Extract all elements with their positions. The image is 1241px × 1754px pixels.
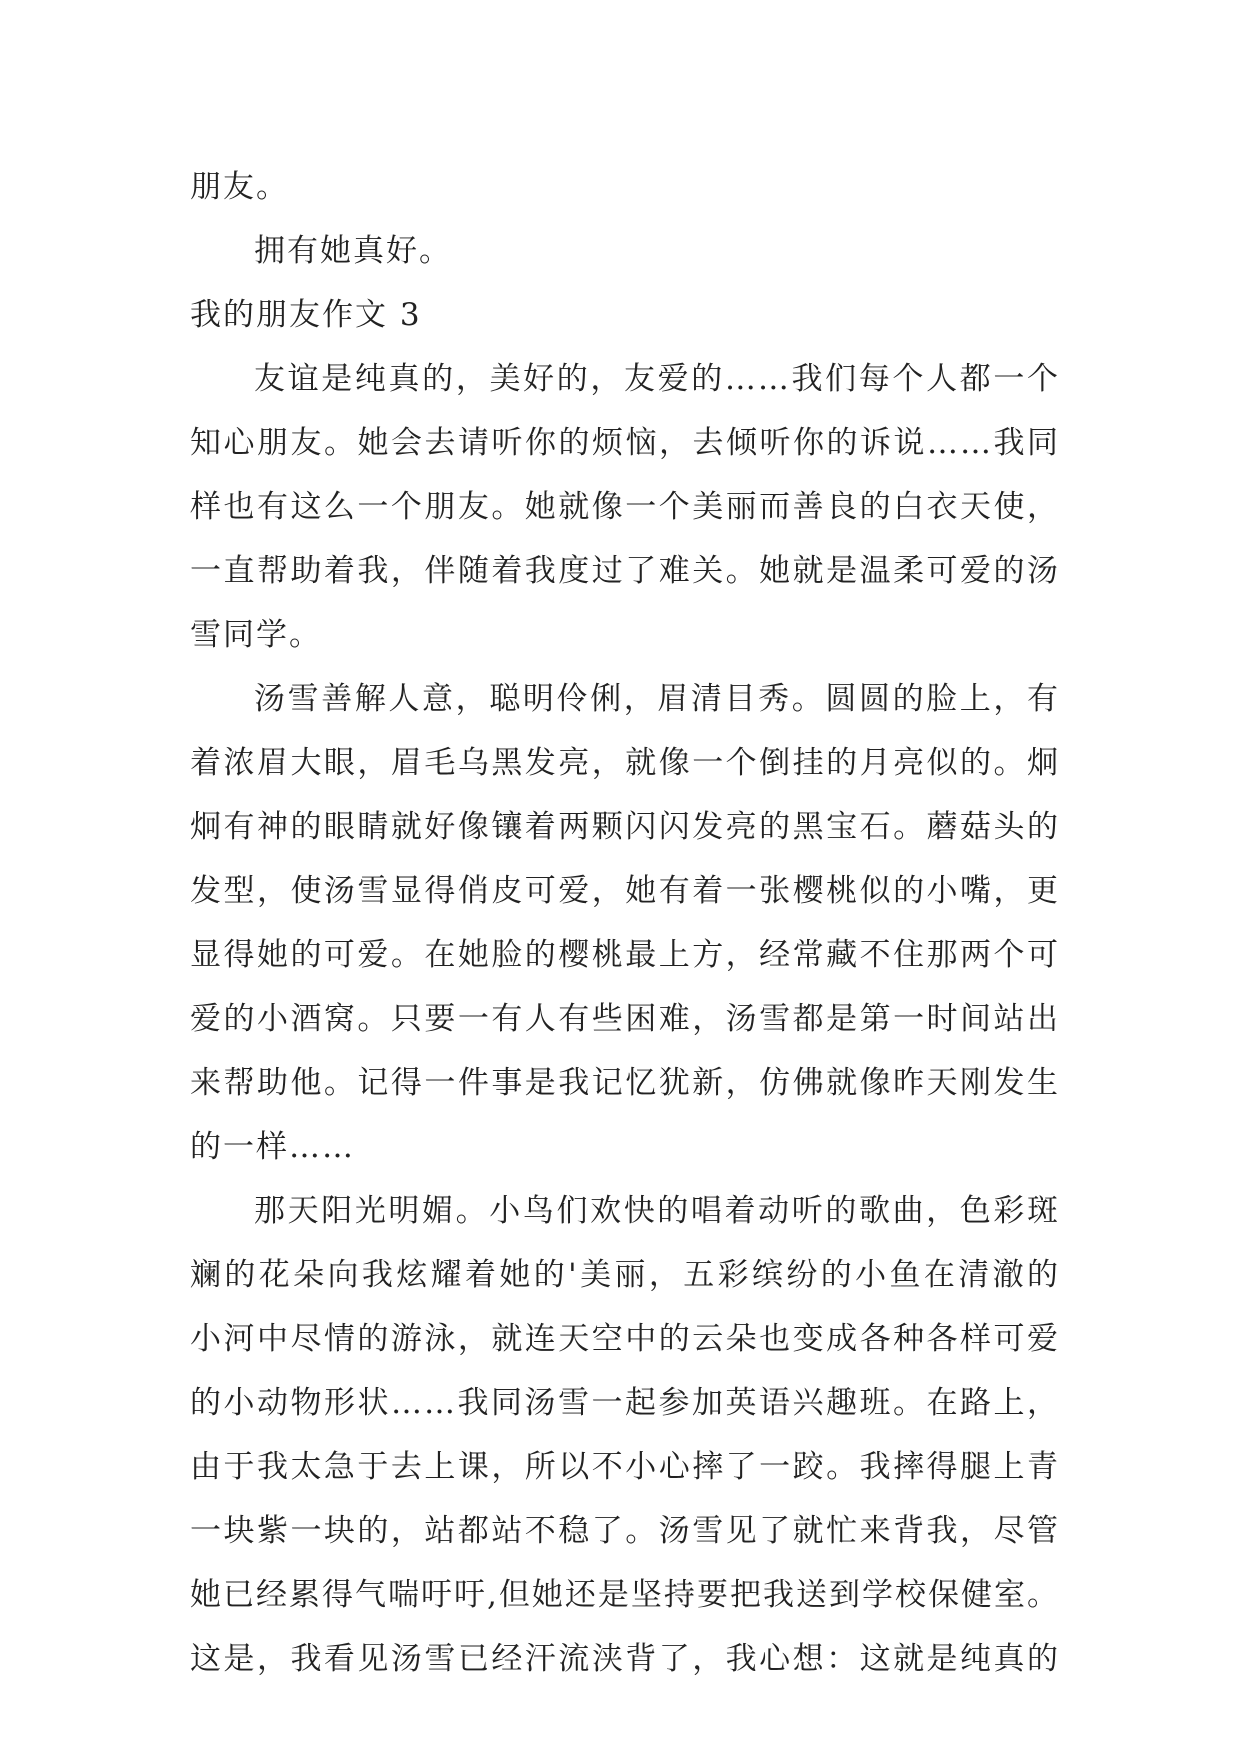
- text-line: 样也有这么一个朋友。她就像一个美丽而善良的白衣天使，: [190, 489, 1060, 525]
- text-line: 斓的花朵向我炫耀着她的'美丽，五彩缤纷的小鱼在清澈的: [190, 1257, 1060, 1293]
- section-heading: 我的朋友作文 3: [190, 297, 422, 333]
- text-line: 雪同学。: [190, 617, 322, 653]
- text-line: 的小动物形状……我同汤雪一起参加英语兴趣班。在路上，: [190, 1385, 1060, 1421]
- text-line: 由于我太急于去上课，所以不小心摔了一跤。我摔得腿上青: [190, 1449, 1060, 1485]
- text-line: 一块紫一块的，站都站不稳了。汤雪见了就忙来背我，尽管: [190, 1513, 1060, 1549]
- text-line: 知心朋友。她会去请听你的烦恼，去倾听你的诉说……我同: [190, 425, 1060, 461]
- text-line: 这是，我看见汤雪已经汗流浃背了，我心想：这就是纯真的: [190, 1641, 1060, 1677]
- text-line: 汤雪善解人意，聪明伶俐，眉清目秀。圆圆的脸上，有: [254, 681, 1060, 717]
- text-line: 那天阳光明媚。小鸟们欢快的唱着动听的歌曲，色彩斑: [254, 1193, 1060, 1229]
- text-line: 来帮助他。记得一件事是我记忆犹新，仿佛就像昨天刚发生: [190, 1065, 1060, 1101]
- text-line: 朋友。: [190, 169, 289, 205]
- document-body: [190, 155, 1060, 1691]
- text-line: 一直帮助着我，伴随着我度过了难关。她就是温柔可爱的汤: [190, 553, 1060, 589]
- text-line: 她已经累得气喘吁吁,但她还是坚持要把我送到学校保健室。: [190, 1577, 1060, 1613]
- text-line: 炯有神的眼睛就好像镶着两颗闪闪发亮的黑宝石。蘑菇头的: [190, 809, 1060, 845]
- text-line: 发型，使汤雪显得俏皮可爱，她有着一张樱桃似的小嘴，更: [190, 873, 1060, 909]
- text-line: 的一样……: [190, 1129, 355, 1165]
- text-line: 友谊是纯真的，美好的，友爱的……我们每个人都一个: [254, 361, 1060, 397]
- text-line: 显得她的可爱。在她脸的樱桃最上方，经常藏不住那两个可: [190, 937, 1060, 973]
- text-line: 爱的小酒窝。只要一有人有些困难，汤雪都是第一时间站出: [190, 1001, 1060, 1037]
- text-line: 拥有她真好。: [254, 233, 452, 269]
- text-line: 小河中尽情的游泳，就连天空中的云朵也变成各种各样可爱: [190, 1321, 1060, 1357]
- text-line: 着浓眉大眼，眉毛乌黑发亮，就像一个倒挂的月亮似的。炯: [190, 745, 1060, 781]
